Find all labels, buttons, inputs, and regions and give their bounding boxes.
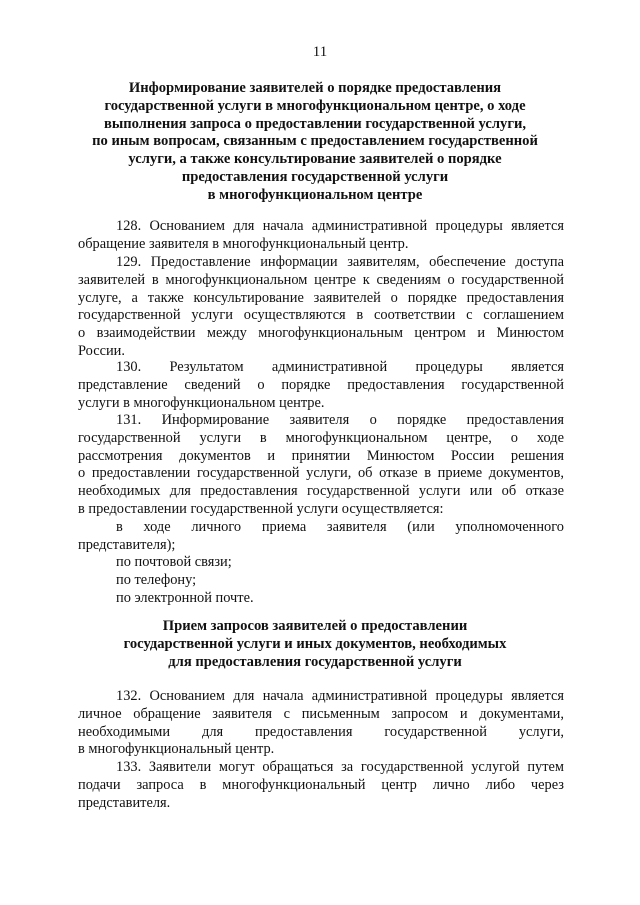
text-line: рассмотрения документов и принятии Минюстом России решения bbox=[78, 447, 564, 464]
list-item: в ходе личного приема заявителя (или уполномоченного bbox=[116, 518, 564, 535]
text-line: о предоставлении государственной услуги, об отказе в приеме документов, bbox=[78, 465, 564, 482]
heading-line: выполнения запроса о предоставлении государственной услуги, bbox=[103, 115, 527, 132]
paragraph-129 bbox=[78, 254, 564, 361]
text-line: личное обращение заявителя с письменным запросом и документами, bbox=[78, 705, 564, 722]
heading-line: государственной услуги в многофункциональном центре, о ходе bbox=[104, 97, 526, 114]
text-line: 131. Информирование заявителя о порядке предоставления bbox=[116, 412, 564, 428]
text-line: государственной услуги в многофункциональном центре, о ходе bbox=[78, 429, 564, 446]
text-line: 128. Основанием для начала административной процедуры является bbox=[116, 218, 564, 234]
text-line: представителя. bbox=[78, 794, 171, 811]
heading-line: Прием запросов заявителей о предоставлении bbox=[162, 618, 468, 634]
list-item: по телефону; bbox=[116, 572, 197, 589]
list-item: по электронной почте. bbox=[116, 589, 254, 606]
text-line: о взаимодействии между многофункциональным центром и Минюстом bbox=[78, 325, 564, 342]
text-line: в многофункциональный центр. bbox=[78, 741, 275, 758]
heading-line: в многофункциональном центре bbox=[207, 186, 423, 203]
text-line: необходимыми для предоставления государственной услуги, bbox=[78, 723, 564, 740]
page-number: 11 bbox=[312, 44, 328, 60]
text-line: 130. Результатом административной процедуры является bbox=[116, 359, 564, 375]
text-line: 129. Предоставление информации заявителям, обеспечение доступа bbox=[116, 254, 564, 270]
text-line: подачи запроса в многофункциональный центр лично либо через bbox=[78, 776, 564, 793]
section-heading-informing bbox=[60, 80, 570, 205]
text-line: России. bbox=[78, 342, 125, 359]
text-line: услуги в многофункциональном центре. bbox=[78, 394, 325, 411]
list-item: представителя); bbox=[78, 536, 176, 553]
text-line: 132. Основанием для начала административной процедуры является bbox=[116, 688, 564, 704]
text-line: представление сведений о порядке предоставления государственной bbox=[78, 376, 564, 393]
heading-line: предоставления государственной услуги bbox=[181, 168, 449, 185]
heading-line: по иным вопросам, связанным с предоставлением государственной bbox=[92, 133, 538, 150]
text-line: заявителей в многофункциональном центре к сведениям о государственной bbox=[78, 271, 564, 288]
list-item: по почтовой связи; bbox=[116, 554, 232, 571]
heading-line: услуги, а также консультирование заявителей о порядке bbox=[128, 151, 502, 168]
paragraph-132 bbox=[78, 688, 564, 759]
text-line: 133. Заявители могут обращаться за государственной услугой путем bbox=[116, 759, 564, 775]
text-line: в предоставлении государственной услуги осуществляется: bbox=[78, 500, 444, 517]
text-line: услуге, а также консультирование заявителей о порядке предоставления bbox=[78, 289, 564, 306]
text-line: необходимых для предоставления государственной услуги или об отказе bbox=[78, 483, 564, 500]
paragraph-128 bbox=[78, 218, 564, 254]
paragraph-131 bbox=[78, 412, 564, 608]
paragraph-133 bbox=[78, 759, 564, 812]
heading-line: государственной услуги и иных документов, необходимых bbox=[123, 635, 507, 652]
heading-line: Информирование заявителей о порядке предоставления bbox=[128, 80, 502, 96]
text-line: обращение заявителя в многофункциональный центр. bbox=[78, 235, 409, 252]
text-line: государственной услуги осуществляются в соответствии с соглашением bbox=[78, 307, 564, 324]
paragraph-130 bbox=[78, 359, 564, 412]
heading-line: для предоставления государственной услуги bbox=[168, 653, 462, 670]
section-heading-requests bbox=[60, 618, 570, 671]
